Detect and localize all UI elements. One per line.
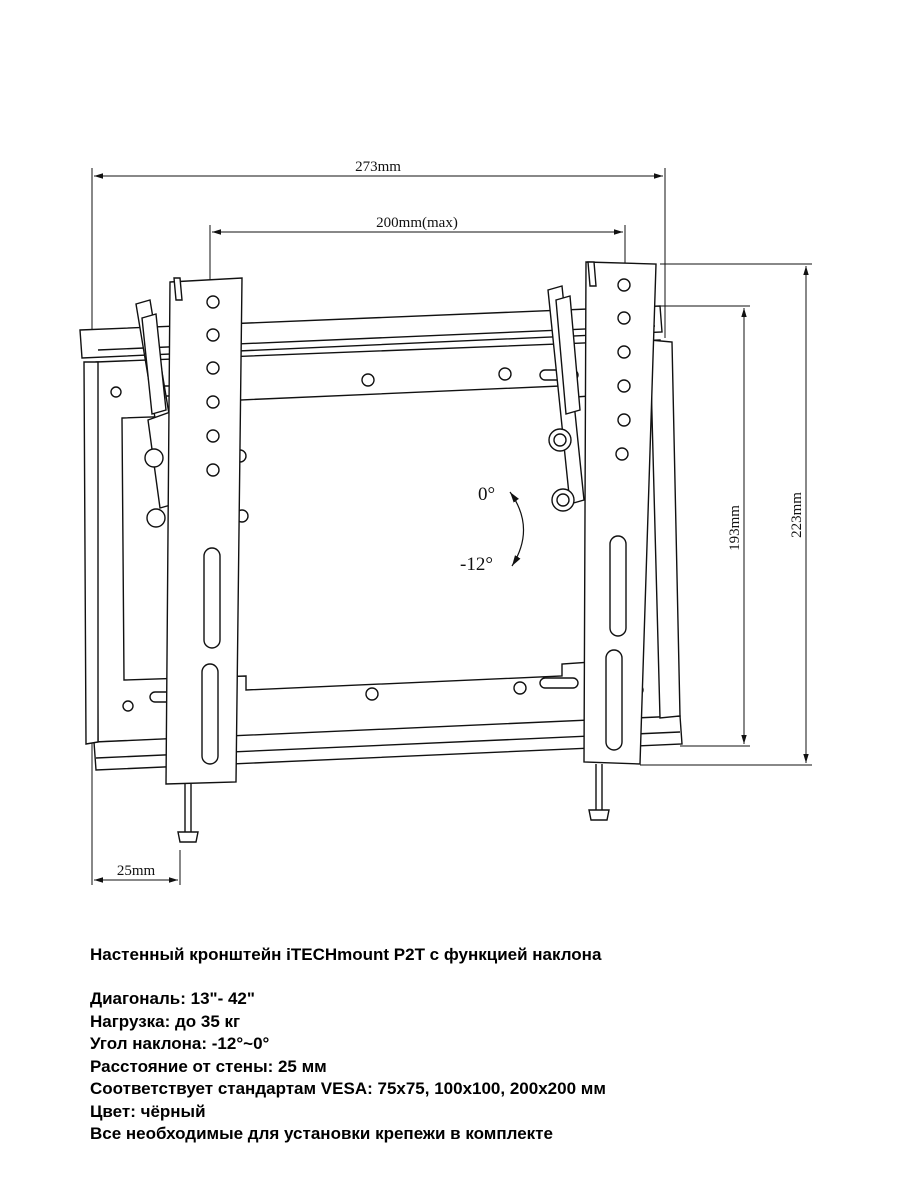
tilt-upper-label: 0° [478, 484, 496, 505]
spec-diagonal: Диагональ: 13"- 42" [90, 989, 255, 1008]
spec-tilt-angle: Угол наклона: -12°~0° [90, 1034, 270, 1053]
product-title: Настенный кронштейн iTECHmount P2T с функцией наклона [90, 945, 602, 964]
inner-height-label: 193mm [727, 505, 743, 551]
total-width-label: 273mm [355, 159, 401, 175]
spec-wall-distance: Расстояние от стены: 25 мм [90, 1056, 327, 1076]
spec-load: Нагрузка: до 35 кг [90, 1011, 241, 1031]
total-height-label: 223mm [789, 492, 805, 538]
vesa-max-label: 200mm(max) [376, 215, 458, 231]
tilt-lower-label: -12° [460, 554, 493, 575]
spec-color: Цвет: чёрный [90, 1101, 206, 1121]
product-description [90, 944, 870, 1146]
spec-vesa: Соответствует стандартам VESA: 75x75, 100x100, 200x200 мм [90, 1079, 606, 1098]
wall-distance-label: 25mm [116, 863, 156, 879]
spec-hardware: Все необходимые для установки крепежи в комплекте [90, 1124, 553, 1143]
left-vertical-strap [166, 278, 242, 842]
